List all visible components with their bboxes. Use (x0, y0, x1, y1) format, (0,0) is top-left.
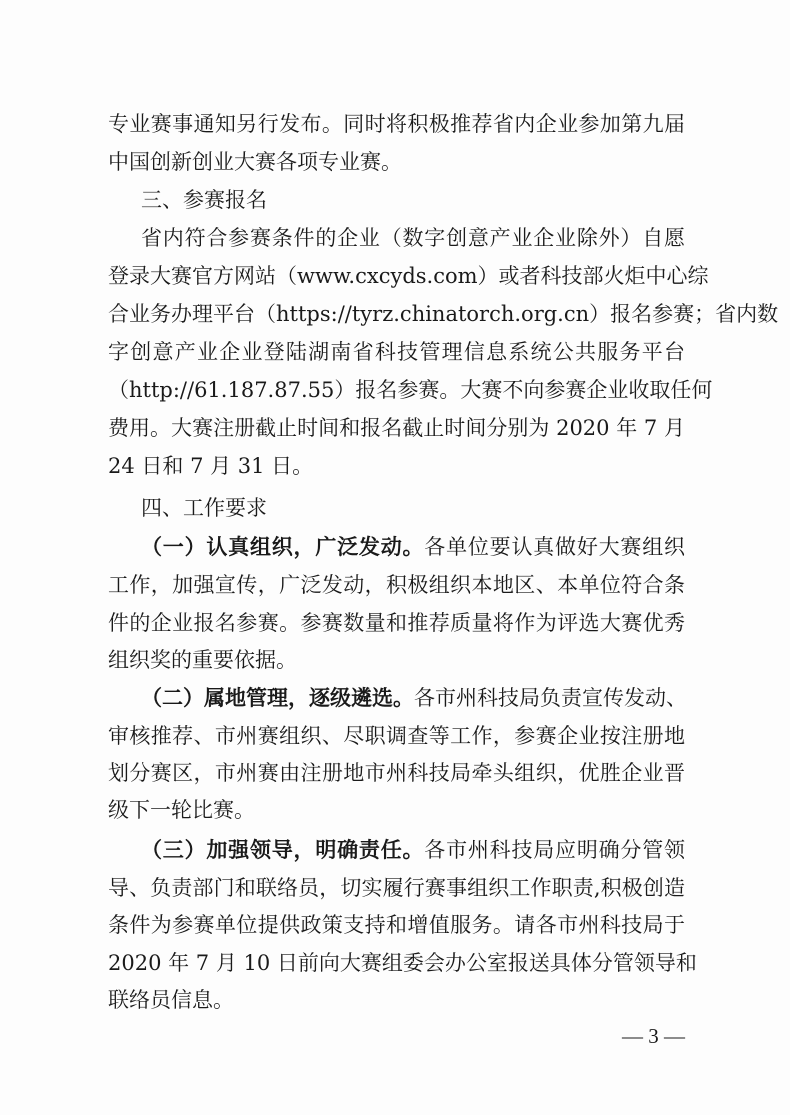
text-run: 合业务办理平台（https://tyrz.chinatorch.org.cn）报名参赛；省内数 (108, 302, 779, 326)
text-run: 联络员信息。 (108, 988, 234, 1012)
text-run: 费用。大赛注册截止时间和报名截止时间分别为 2020 年 7 月 (108, 416, 685, 440)
text-run: 中国创新创业大赛各项专业赛。 (108, 150, 402, 174)
text-run: 各市州科技局负责宣传发动、 (414, 686, 687, 710)
text-line (108, 610, 685, 636)
text-line (108, 912, 685, 938)
text-run: 划分赛区，市州赛由注册地市州科技局牵头组织，优胜企业晋 (108, 761, 685, 785)
text-run: 登录大赛官方网站（www.cxcyds.com）或者科技部火炬中心综 (108, 264, 709, 288)
text-run: 各单位要认真做好大赛组织 (424, 535, 686, 559)
text-run: 24 日和 7 月 31 日。 (108, 454, 314, 478)
text-line (108, 797, 685, 823)
text-run: 2020 年 7 月 10 日前向大赛组委会办公室报送具体分管领导和 (108, 951, 697, 975)
text-run: 四、工作要求 (141, 496, 267, 520)
text-line (108, 149, 685, 175)
section-heading (141, 187, 685, 213)
text-run: 审核推荐、市州赛组织、尽职调查等工作，参赛企业按注册地 (108, 724, 685, 748)
text-run: 省内符合参赛条件的企业（数字创意产业企业除外）自愿 (141, 226, 685, 250)
bold-lead-in: （一）认真组织，广泛发动。 (141, 535, 425, 559)
text-line (108, 647, 685, 673)
text-line (108, 111, 685, 137)
page-number: — 3 — (622, 1024, 685, 1048)
text-line (108, 453, 685, 479)
text-run: （http://61.187.87.55）报名参赛。大赛不向参赛企业收取任何 (108, 378, 713, 402)
text-line (108, 263, 709, 289)
section-heading (141, 495, 685, 521)
text-run: 专业赛事通知另行发布。同时将积极推荐省内企业参加第九届 (108, 112, 685, 136)
text-run: 各市州科技局应明确分管领 (424, 838, 686, 862)
text-line (108, 572, 685, 598)
text-run: 条件为参赛单位提供政策支持和增值服务。请各市州科技局于 (108, 913, 685, 937)
text-run: 导、负责部门和联络员，切实履行赛事组织工作职责,积极创造 (108, 876, 685, 900)
text-line (141, 837, 685, 863)
text-line (108, 415, 685, 441)
text-line (108, 377, 713, 403)
text-run: 三、参赛报名 (141, 188, 267, 212)
text-run: 字创意产业企业登陆湖南省科技管理信息系统公共服务平台 (108, 340, 685, 364)
text-line (108, 723, 685, 749)
text-line (108, 875, 685, 901)
text-run: 级下一轮比赛。 (108, 798, 255, 822)
text-line (108, 760, 685, 786)
text-run: 件的企业报名参赛。参赛数量和推荐质量将作为评选大赛优秀 (108, 611, 685, 635)
bold-lead-in: （三）加强领导，明确责任。 (141, 838, 425, 862)
text-line (108, 950, 697, 976)
text-line (108, 987, 685, 1013)
text-line (141, 534, 685, 560)
text-run: 组织奖的重要依据。 (108, 648, 297, 672)
text-run: 工作，加强宣传，广泛发动，积极组织本地区、本单位符合条 (108, 573, 685, 597)
text-line (108, 339, 685, 365)
text-line (108, 301, 779, 327)
text-line (141, 225, 685, 251)
bold-lead-in: （二）属地管理，逐级遴选。 (141, 686, 414, 710)
text-line (141, 685, 685, 711)
